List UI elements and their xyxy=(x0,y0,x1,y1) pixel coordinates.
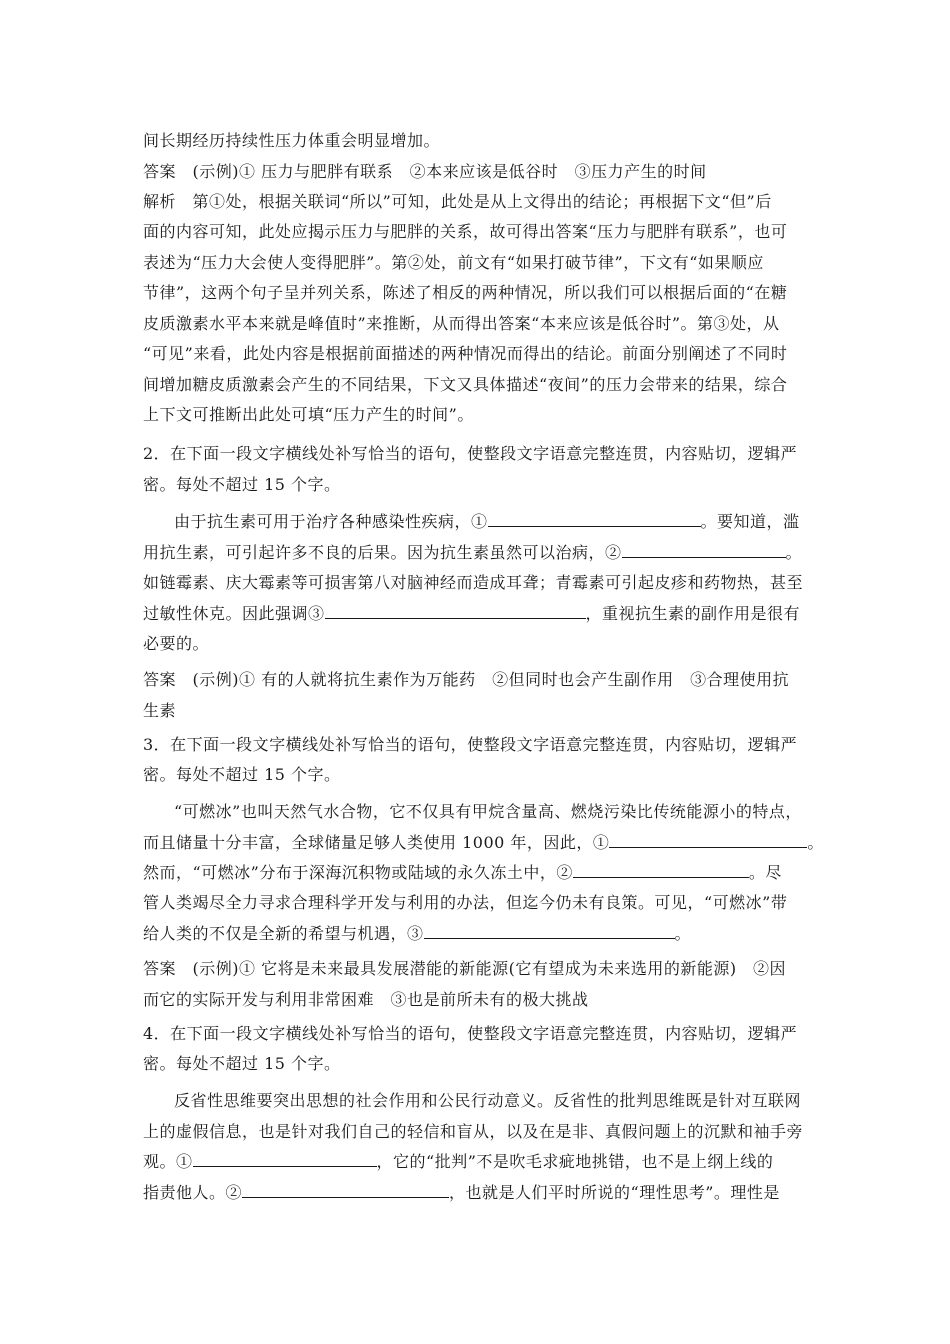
fill-blank-2[interactable] xyxy=(573,863,749,878)
question-2-prompt: 2．在下面一段文字横线处补写恰当的语句，使整段文字语意完整连贯，内容贴切，逻辑严 xyxy=(143,444,798,463)
passage-text: 。尽 xyxy=(748,863,782,882)
fill-blank-2[interactable] xyxy=(242,1183,449,1198)
question-4-prompt: 4．在下面一段文字横线处补写恰当的语句，使整段文字语意完整连贯，内容贴切，逻辑严 xyxy=(143,1024,798,1043)
answer-line: 生素 xyxy=(143,701,177,720)
passage-text: 。 xyxy=(807,833,824,852)
fill-blank-2[interactable] xyxy=(622,543,786,558)
fill-blank-3[interactable] xyxy=(325,604,586,619)
fill-blank-3[interactable] xyxy=(424,924,675,939)
passage-text: 用抗生素，可引起许多不良的后果。因为抗生素虽然可以治病，② xyxy=(143,543,622,562)
analysis-line: 解析 第①处，根据关联词“所以”可知，此处是从上文得出的结论；再根据下文“但”后 xyxy=(143,192,772,211)
passage-text: ，重视抗生素的副作用是很有 xyxy=(585,604,801,623)
fill-blank-1[interactable] xyxy=(193,1152,377,1167)
question-2-prompt: 密。每处不超过 15 个字。 xyxy=(143,475,341,494)
answer-line: 答案 (示例)① 有的人就将抗生素作为万能药 ②但同时也会产生副作用 ③合理使用抗 xyxy=(143,670,790,689)
passage-line: “可燃冰”也叫天然气水合物，它不仅具有甲烷含量高、燃烧污染比传统能源小的特点， xyxy=(174,802,802,821)
passage-text: 。 xyxy=(785,543,803,562)
analysis-line: 节律”，这两个句子呈并列关系，陈述了相反的两种情况，所以我们可以根据后面的“在糖 xyxy=(143,283,788,302)
answer-line: 而它的实际开发与利用非常困难 ③也是前所未有的极大挑战 xyxy=(143,990,589,1009)
passage-text: ，它的“批判”不是吹毛求疵地挑错，也不是上纲上线的 xyxy=(376,1152,774,1171)
passage-line xyxy=(143,921,691,944)
analysis-line: 表述为“压力大会使人变得肥胖”。第②处，前文有“如果打破节律”，下文有“如果顺应 xyxy=(143,253,764,272)
passage-line xyxy=(174,509,800,532)
passage-line: 上的虚假信息，也是针对我们自己的轻信和盲从，以及在是非、真假问题上的沉默和袖手旁 xyxy=(143,1122,804,1141)
passage-text: 过敏性休克。因此强调③ xyxy=(143,604,325,623)
passage-text: 。要知道，滥 xyxy=(700,512,800,531)
passage-line xyxy=(143,1180,780,1203)
analysis-line: 上下文可推断出此处可填“压力产生的时间”。 xyxy=(143,405,474,424)
passage-line: 管人类竭尽全力寻求合理科学开发与利用的办法，但迄今仍未有良策。可见，“可燃冰”带 xyxy=(143,893,788,912)
analysis-line: 面的内容可知，此处应揭示压力与肥胖的关系，故可得出答案“压力与肥胖有联系”，也可 xyxy=(143,222,788,241)
question-3-prompt: 3．在下面一段文字横线处补写恰当的语句，使整段文字语意完整连贯，内容贴切，逻辑严 xyxy=(143,735,798,754)
passage-text: 指责他人。② xyxy=(143,1183,243,1202)
passage-line xyxy=(143,1149,773,1172)
passage-text: 然而，“可燃冰”分布于深海沉积物或陆域的永久冻土中，② xyxy=(143,863,573,882)
passage-text: 观。① xyxy=(143,1152,193,1171)
text-line: 间长期经历持续性压力体重会明显增加。 xyxy=(143,131,441,150)
passage-line xyxy=(143,830,824,853)
passage-line: 反省性思维要突出思想的社会作用和公民行动意义。反省性的批判思维既是针对互联网 xyxy=(174,1091,802,1110)
answer-line: 答案 (示例)① 它将是未来最具发展潜能的新能源(它有望成为未来选用的新能源) ②因 xyxy=(143,959,787,978)
passage-text: 。 xyxy=(674,924,692,943)
analysis-line: 间增加糖皮质激素会产生的不同结果，下文又具体描述“夜间”的压力会带来的结果，综合 xyxy=(143,375,788,394)
passage-text: 由于抗生素可用于治疗各种感染性疾病，① xyxy=(174,512,488,531)
question-4-prompt: 密。每处不超过 15 个字。 xyxy=(143,1054,341,1073)
passage-text: 给人类的不仅是全新的希望与机遇，③ xyxy=(143,924,424,943)
fill-blank-1[interactable] xyxy=(609,833,807,848)
passage-line xyxy=(143,860,782,883)
passage-line: 必要的。 xyxy=(143,634,210,653)
passage-line xyxy=(143,540,802,563)
answer-line: 答案 (示例)① 压力与肥胖有联系 ②本来应该是低谷时 ③压力产生的时间 xyxy=(143,162,707,181)
question-3-prompt: 密。每处不超过 15 个字。 xyxy=(143,765,341,784)
passage-text: 而且储量十分丰富，全球储量足够人类使用 1000 年，因此，① xyxy=(143,833,610,852)
passage-line: 如链霉素、庆大霉素等可损害第八对脑神经而造成耳聋；青霉素可引起皮疹和药物热，甚至 xyxy=(143,573,804,592)
passage-line xyxy=(143,601,800,624)
analysis-line: 皮质激素水平本来就是峰值时”来推断，从而得出答案“本来应该是低谷时”。第③处，从 xyxy=(143,314,780,333)
analysis-line: “可见”来看，此处内容是根据前面描述的两种情况而得出的结论。前面分别阐述了不同时 xyxy=(143,344,788,363)
fill-blank-1[interactable] xyxy=(488,512,701,527)
passage-text: ，也就是人们平时所说的“理性思考”。理性是 xyxy=(449,1183,780,1202)
